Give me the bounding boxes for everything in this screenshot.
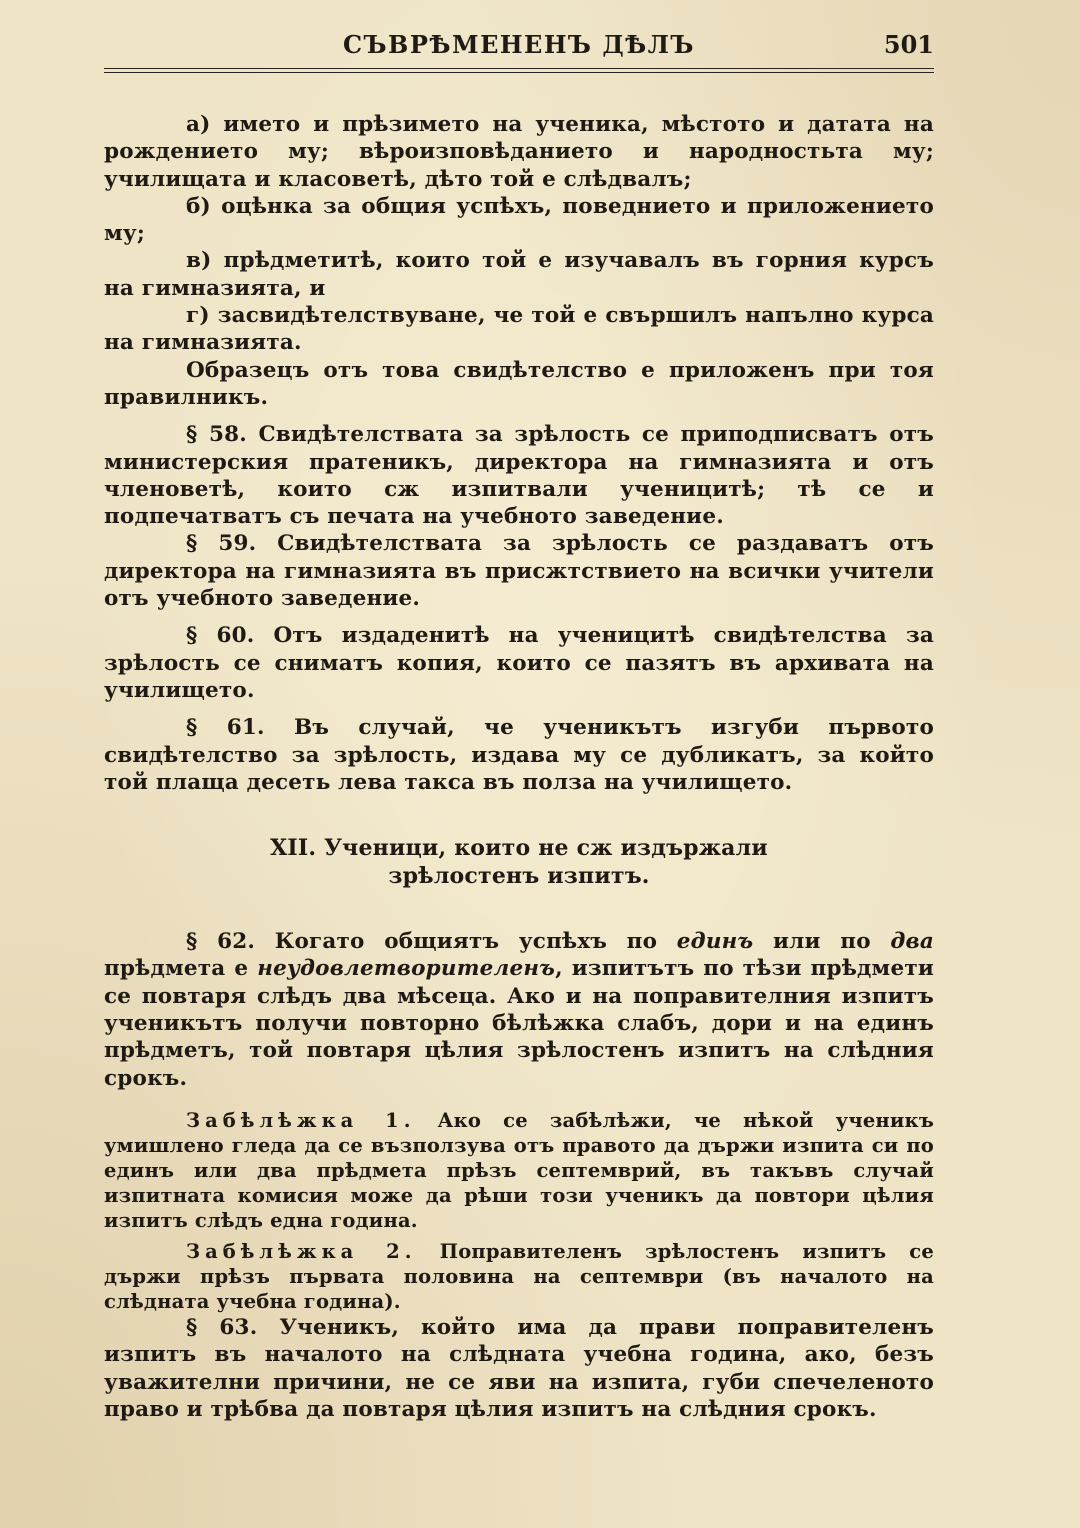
section-heading-line-1: XII. Ученици, които не сж издържали <box>270 835 768 862</box>
p62-text-2: или по <box>753 929 891 955</box>
section-heading-line-2: зрѣлостенъ изпитъ. <box>388 863 650 890</box>
p62-emphasis-3: неудовлетворителенъ <box>257 956 556 982</box>
section-heading <box>104 834 934 890</box>
note-2 <box>104 1239 934 1314</box>
p62-emphasis-2: два <box>890 929 935 955</box>
note-1 <box>104 1108 934 1233</box>
running-head <box>104 28 934 69</box>
p62-text-3: прѣдмета е <box>104 956 258 982</box>
p62-emphasis-1: единъ <box>676 929 754 955</box>
paragraph-60: § 60. Отъ издаденитѣ на ученицитѣ свидѣтелства за зрѣлость се сниматъ копия, които се пазятъ въ архивата на училището. <box>104 623 934 703</box>
note-2-label: Забѣлѣжка 2. <box>186 1239 417 1263</box>
page <box>104 28 934 1423</box>
notes <box>104 1108 934 1314</box>
note-2-text: Поправителенъ зрѣлостенъ изпитъ се държи прѣзъ първата половина на септември (въ началото на слѣдната учебна година). <box>104 1239 934 1313</box>
paragraph-61: § 61. Въ случай, че ученикътъ изгуби първото свидѣтелство за зрѣлость, издава му се дубликатъ, за който той плаща десеть лева такса въ полза на училището. <box>104 715 934 795</box>
item-g: г) засвидѣтелствуване, че той е свършилъ напълно курса на гимназията. <box>104 303 934 356</box>
note-1-text: Ако се забѣлѣжи, че нѣкой ученикъ умишлено гледа да се възползува отъ правото да държи изпита си по единъ или два прѣдмета прѣзъ септемврий, въ такъвъ случай изпитната комисия може да рѣши този ученикъ да повтори цѣлия изпитъ слѣдъ една година. <box>104 1108 934 1232</box>
item-a: а) името и прѣзимето на ученика, мѣстото и датата на рождението му; вѣроизповѣданието и народностьта му; училищата и класоветѣ, дѣто той е слѣдвалъ; <box>104 112 934 192</box>
paragraph-62 <box>104 928 934 1092</box>
p62-text-4: , изпитътъ по тѣзи прѣдмети се повтаря слѣдъ два мѣсеца. Ако и на поправителния изпитъ ученикътъ получи повторно бѣлѣжка слабъ, дори и на единъ прѣдметъ, той повтаря цѣлия зрѣлостенъ изпитъ на слѣдния срокъ. <box>104 956 934 1091</box>
page-number: 501 <box>883 30 934 59</box>
sample-note: Образецъ отъ това свидѣтелство е приложенъ при тоя правилникъ. <box>104 357 934 410</box>
paragraph-63: § 63. Ученикъ, който има да прави поправителенъ изпитъ въ началото на слѣдната учебна година, ако, безъ уважителни причини, не се яви на изпита, губи спечеленото право и трѣбва да повтаря цѣлия изпитъ на слѣдния срокъ. <box>104 1314 934 1422</box>
p62-text-1: § 62. Когато общиятъ успѣхъ по <box>186 929 677 955</box>
note-1-label: Забѣлѣжка 1. <box>186 1108 416 1132</box>
item-v: в) прѣдметитѣ, които той е изучавалъ въ горния курсъ на гимназията, и <box>104 248 934 301</box>
header-title: СЪВРѢМЕНЕНЪ ДѢЛЪ <box>343 30 695 59</box>
body-text <box>104 111 934 1423</box>
paragraph-59: § 59. Свидѣтелствата за зрѣлость се раздаватъ отъ директора на гимназията въ присжтствието на всички учители отъ учебното заведение. <box>104 531 934 612</box>
item-b: б) оцѣнка за общия успѣхъ, поведнието и приложението му; <box>104 193 934 247</box>
paragraph-58: § 58. Свидѣтелствата за зрѣлость се приподписватъ отъ министерския пратеникъ, директора на гимназията и отъ членоветѣ, които сж изпитвали ученицитѣ; тѣ се и подпечатватъ съ печата на учебното заведение. <box>104 422 934 530</box>
